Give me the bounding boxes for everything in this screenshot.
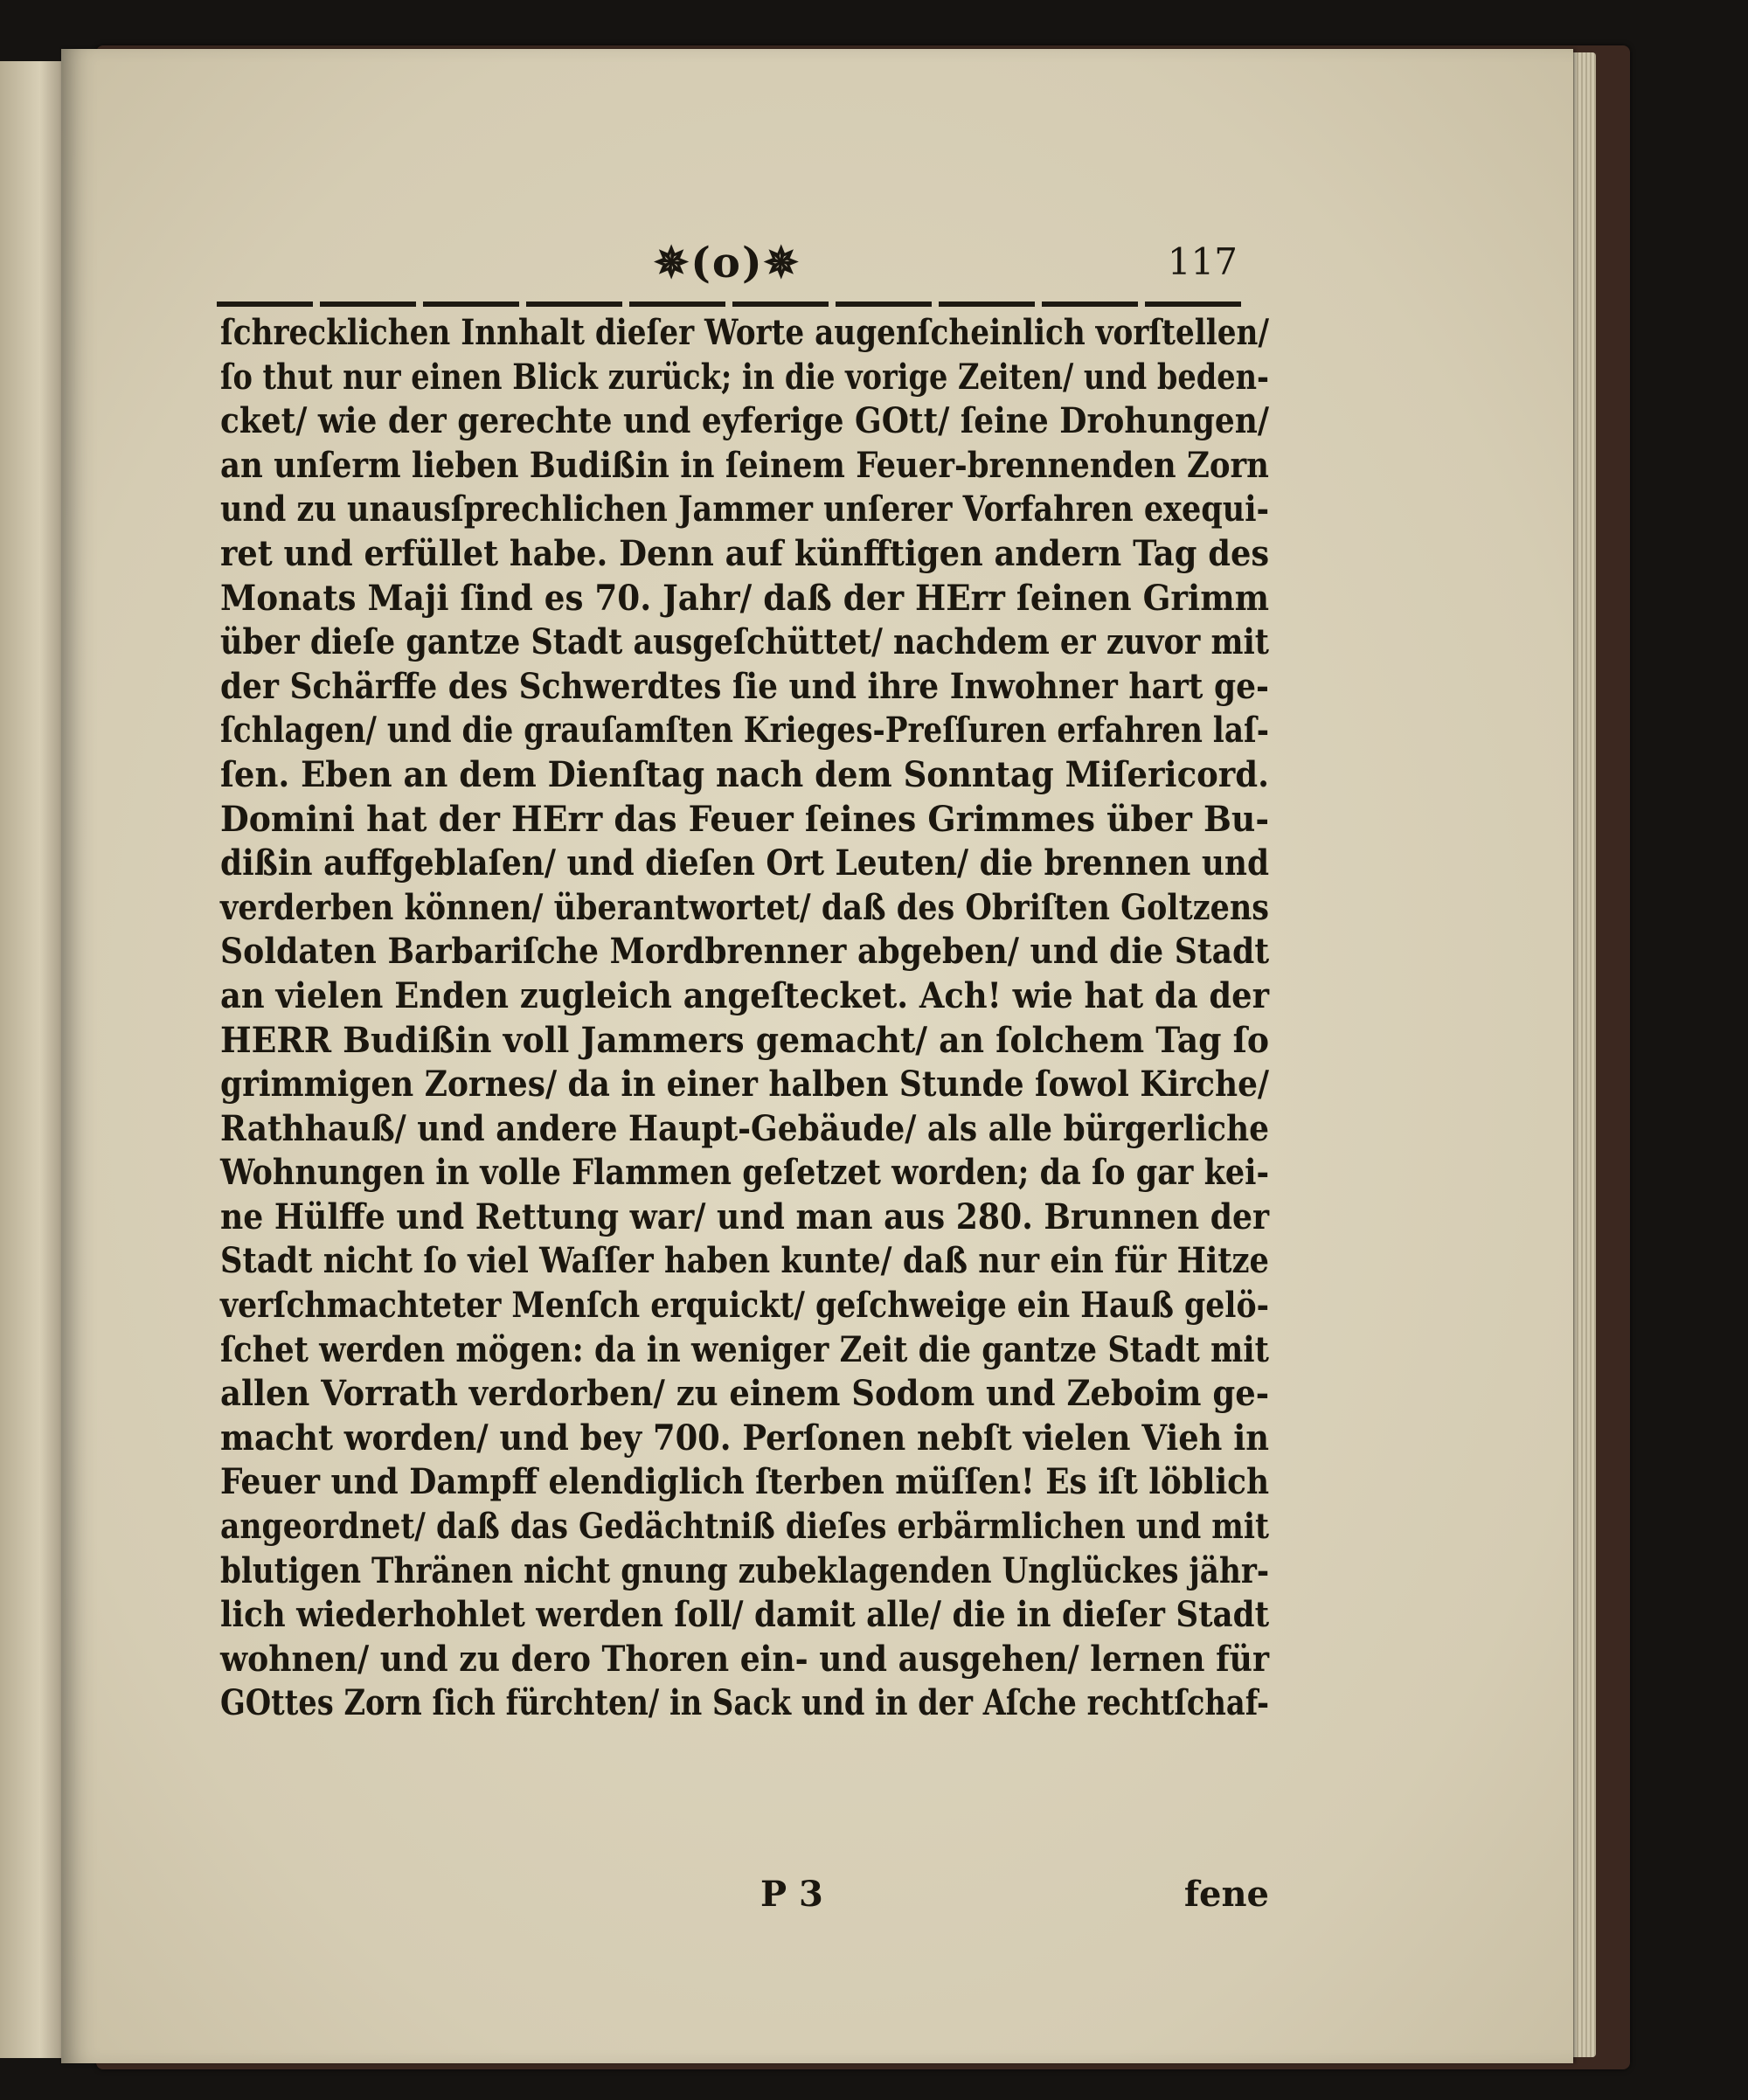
page-footer	[220, 1874, 1269, 1919]
text-line: an unſerm lieben Budißin in ſeinem Feuer-brennenden Zorn	[220, 444, 1269, 486]
text-line: verſchmachteter Menſch erquickt/ geſchweige ein Hauß gelö-	[220, 1285, 1269, 1327]
text-line: über dieſe gantze Stadt ausgeſchüttet/ nachdem er zuvor mit	[220, 621, 1269, 663]
signature-mark: P 3	[760, 1874, 823, 1915]
text-line: ne Hülffe und Rettung war/ und man aus 280. Brunnen der	[220, 1196, 1270, 1237]
book-page	[61, 49, 1573, 2063]
facing-page-edge	[0, 61, 66, 2058]
text-line: ſchrecklichen Innhalt dieſer Worte augenſcheinlich vorſtellen/	[220, 312, 1269, 353]
text-line: blutigen Thränen nicht gnung zubeklagenden Unglückes jähr-	[220, 1549, 1270, 1591]
text-line: HERR Budißin voll Jammers gemacht/ an ſolchem Tag ſo	[220, 1019, 1269, 1061]
catchword: fene	[1183, 1874, 1269, 1915]
header-rule	[217, 301, 1248, 307]
text-line: ſchet werden mögen: da in weniger Zeit die gantze Stadt mit	[220, 1328, 1269, 1370]
page-number: 117	[1167, 240, 1238, 283]
text-line: angeordnet/ daß das Gedächtniß dieſes erbärmlichen und mit	[220, 1506, 1270, 1548]
text-line: Monats Maji ſind es 70. Jahr/ daß der HErr ſeinen Grimm	[220, 577, 1270, 619]
text-line: allen Vorrath verdorben/ zu einem Sodom und Zeboim ge-	[220, 1373, 1270, 1415]
text-line: verderben können/ überantwortet/ daß des Obriſten Goltzens	[220, 886, 1270, 928]
text-line: cket/ wie der gerechte und eyferige GOtt/ ſeine Drohungen/	[220, 400, 1269, 442]
text-line: macht worden/ und bey 700. Perſonen nebſt vielen Vieh in	[220, 1417, 1269, 1459]
text-line: der Schärffe des Schwerdtes ſie und ihre Inwohner hart ge-	[220, 665, 1269, 707]
text-line: Rathhauß/ und andere Haupt-Gebäude/ als alle bürgerliche	[220, 1107, 1269, 1149]
text-line: und zu unausſprechlichen Jammer unſerer Vorfahren exequi-	[220, 489, 1270, 530]
text-line: GOttes Zorn ſich fürchten/ in Sack und in der Aſche rechtſchaf-	[220, 1682, 1270, 1724]
text-line: an vielen Enden zugleich angeſtecket. Ach! wie hat da der	[220, 974, 1270, 1016]
text-line: wohnen/ und zu dero Thoren ein- und ausgehen/ lernen für	[220, 1638, 1269, 1680]
text-line: Stadt nicht ſo viel Waſſer haben kunte/ daß nur ein für Hitze	[220, 1240, 1269, 1282]
text-line: lich wiederhohlet werden ſoll/ damit alle/ die in dieſer Stadt	[220, 1594, 1270, 1636]
text-line: Domini hat der HErr das Feuer ſeines Grimmes über Bu-	[220, 798, 1270, 840]
text-line: grimmigen Zornes/ da in einer halben Stunde ſowol Kirche/	[220, 1064, 1270, 1105]
text-line: ſchlagen/ und die grauſamſten Krieges-Preſſuren erfahren laſ-	[220, 710, 1269, 752]
text-line: ret und erfüllet habe. Denn auf künfftigen andern Tag des	[220, 532, 1270, 574]
header-ornament: ✵(o)✵	[654, 239, 801, 288]
text-line: Wohnungen in volle Flammen geſetzet worden; da ſo gar kei-	[220, 1152, 1270, 1194]
text-line: ſen. Eben an dem Dienſtag nach dem Sonntag Miſericord.	[220, 753, 1270, 795]
text-line: dißin auffgeblaſen/ und dieſen Ort Leuten/ die brennen und	[220, 842, 1270, 884]
text-line: Feuer und Dampff elendiglich ſterben müſſen! Es iſt löblich	[220, 1461, 1270, 1503]
text-line: ſo thut nur einen Blick zurück; in die vorige Zeiten/ und beden-	[220, 356, 1269, 398]
text-line: Soldaten Barbariſche Mordbrenner abgeben/ und die Stadt	[220, 931, 1270, 973]
running-header	[629, 232, 1259, 294]
body-text	[220, 311, 1269, 1726]
